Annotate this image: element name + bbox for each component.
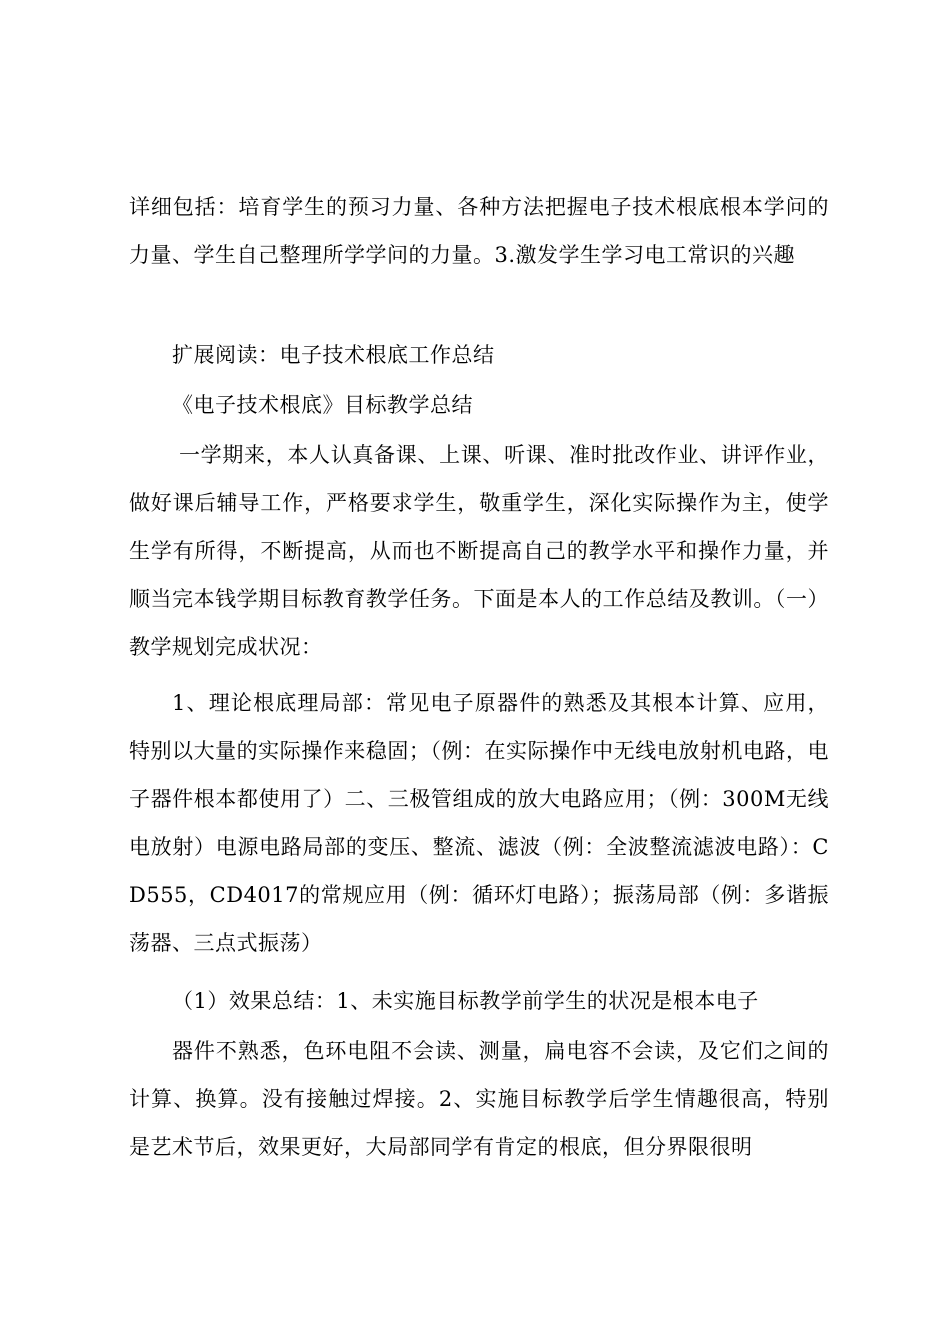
paragraph-theory-section: 1、理论根底理局部：常见电子原器件的熟悉及其根本计算、应用，特别以大量的实际操作来稳固；（例：在实际操作中无线电放射机电路，电子器件根本都使用了）二、三极管组成的放大电路应用；（例：300M无线电放射）电源电路局部的变压、整流、滤波（例：全波整流滤波电路）：CD555，CD4017的常规应用（例：循环灯电路）；振荡局部（例：多谐振荡器、三点式振荡） (129, 691, 829, 955)
paragraph-extended-reading: 扩展阅读：电子技术根底工作总结 (172, 343, 495, 367)
paragraph-results-detail: 器件不熟悉，色环电阻不会读、测量，扁电容不会读，及它们之间的计算、换算。没有接触过焊接。2、实施目标教学后学生情趣很高，特别是艺术节后，效果更好，大局部同学有肯定的根底，但分界限很明 (129, 1039, 829, 1159)
paragraph-summary-title: 《电子技术根底》目标教学总结 (172, 393, 473, 417)
paragraph-details: 详细包括：培育学生的预习力量、各种方法把握电子技术根底根本学问的力量、学生自己整理所学学问的力量。3.激发学生学习电工常识的兴趣 (129, 195, 829, 267)
paragraph-results-summary: （1）效果总结：1、未实施目标教学前学生的状况是根本电子 (172, 989, 759, 1013)
paragraph-semester-overview: 一学期来，本人认真备课、上课、听课、准时批改作业、讲评作业，做好课后辅导工作，严格要求学生，敬重学生，深化实际操作为主，使学生学有所得，不断提高，从而也不断提高自己的教学水平和操作力量，并顺当完本钱学期目标教育教学任务。下面是本人的工作总结及教训。（一）教学规划完成状况： (129, 443, 829, 659)
